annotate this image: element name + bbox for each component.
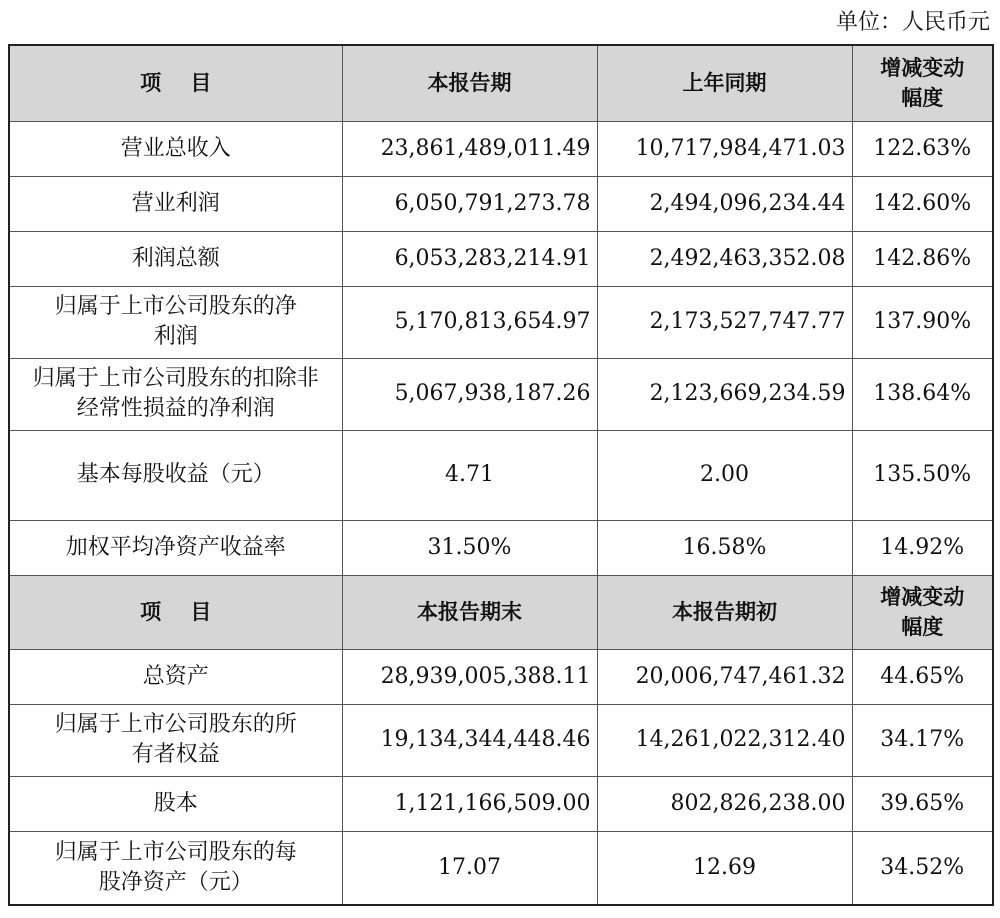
current-value: 5,067,938,187.26 [342, 358, 597, 430]
current-value: 19,134,344,448.46 [342, 704, 597, 776]
row-label: 归属于上市公司股东的净利润 [9, 286, 342, 358]
prior-value: 2,492,463,352.08 [597, 231, 852, 286]
change-value: 122.63% [852, 121, 993, 176]
header-prior-period: 上年同期 [597, 45, 852, 121]
current-value: 23,861,489,011.49 [342, 121, 597, 176]
current-value: 17.07 [342, 831, 597, 905]
current-value: 28,939,005,388.11 [342, 649, 597, 704]
prior-value: 16.58% [597, 520, 852, 575]
prior-value: 14,261,022,312.40 [597, 704, 852, 776]
prior-value: 2,494,096,234.44 [597, 176, 852, 231]
change-value: 14.92% [852, 520, 993, 575]
table-row [9, 286, 993, 358]
change-value: 44.65% [852, 649, 993, 704]
table-row [9, 231, 993, 286]
table1-header-row [9, 45, 993, 121]
unit-label: 单位：人民币元 [835, 10, 990, 35]
current-value: 6,053,283,214.91 [342, 231, 597, 286]
change-value: 142.60% [852, 176, 993, 231]
change-value: 142.86% [852, 231, 993, 286]
header-change: 增减变动幅度 [852, 45, 993, 121]
prior-value: 12.69 [597, 831, 852, 905]
current-value: 4.71 [342, 430, 597, 520]
current-value: 1,121,166,509.00 [342, 776, 597, 831]
prior-value: 2.00 [597, 430, 852, 520]
prior-value: 802,826,238.00 [597, 776, 852, 831]
current-value: 5,170,813,654.97 [342, 286, 597, 358]
row-label: 利润总额 [9, 231, 342, 286]
change-value: 138.64% [852, 358, 993, 430]
header-current-period: 本报告期 [342, 45, 597, 121]
table-row [9, 358, 993, 430]
row-label: 股本 [9, 776, 342, 831]
table-row [9, 121, 993, 176]
financial-summary-table [8, 44, 994, 906]
header-period-start: 本报告期初 [597, 575, 852, 649]
change-value: 137.90% [852, 286, 993, 358]
header-period-end: 本报告期末 [342, 575, 597, 649]
table-row [9, 776, 993, 831]
row-label: 归属于上市公司股东的所有者权益 [9, 704, 342, 776]
prior-value: 2,173,527,747.77 [597, 286, 852, 358]
row-label: 基本每股收益（元） [9, 430, 342, 520]
row-label: 营业利润 [9, 176, 342, 231]
table-row [9, 176, 993, 231]
table-row [9, 649, 993, 704]
header-item: 项 目 [9, 45, 342, 121]
table-row [9, 704, 993, 776]
change-value: 135.50% [852, 430, 993, 520]
table-row [9, 520, 993, 575]
prior-value: 10,717,984,471.03 [597, 121, 852, 176]
change-value: 34.52% [852, 831, 993, 905]
current-value: 6,050,791,273.78 [342, 176, 597, 231]
current-value: 31.50% [342, 520, 597, 575]
row-label: 加权平均净资产收益率 [9, 520, 342, 575]
row-label: 营业总收入 [9, 121, 342, 176]
table-row [9, 430, 993, 520]
change-value: 39.65% [852, 776, 993, 831]
table-row [9, 831, 993, 905]
header-item: 项 目 [9, 575, 342, 649]
table2-header-row [9, 575, 993, 649]
prior-value: 2,123,669,234.59 [597, 358, 852, 430]
change-value: 34.17% [852, 704, 993, 776]
row-label: 总资产 [9, 649, 342, 704]
header-change: 增减变动幅度 [852, 575, 993, 649]
row-label: 归属于上市公司股东的扣除非经常性损益的净利润 [9, 358, 342, 430]
row-label: 归属于上市公司股东的每股净资产（元） [9, 831, 342, 905]
prior-value: 20,006,747,461.32 [597, 649, 852, 704]
